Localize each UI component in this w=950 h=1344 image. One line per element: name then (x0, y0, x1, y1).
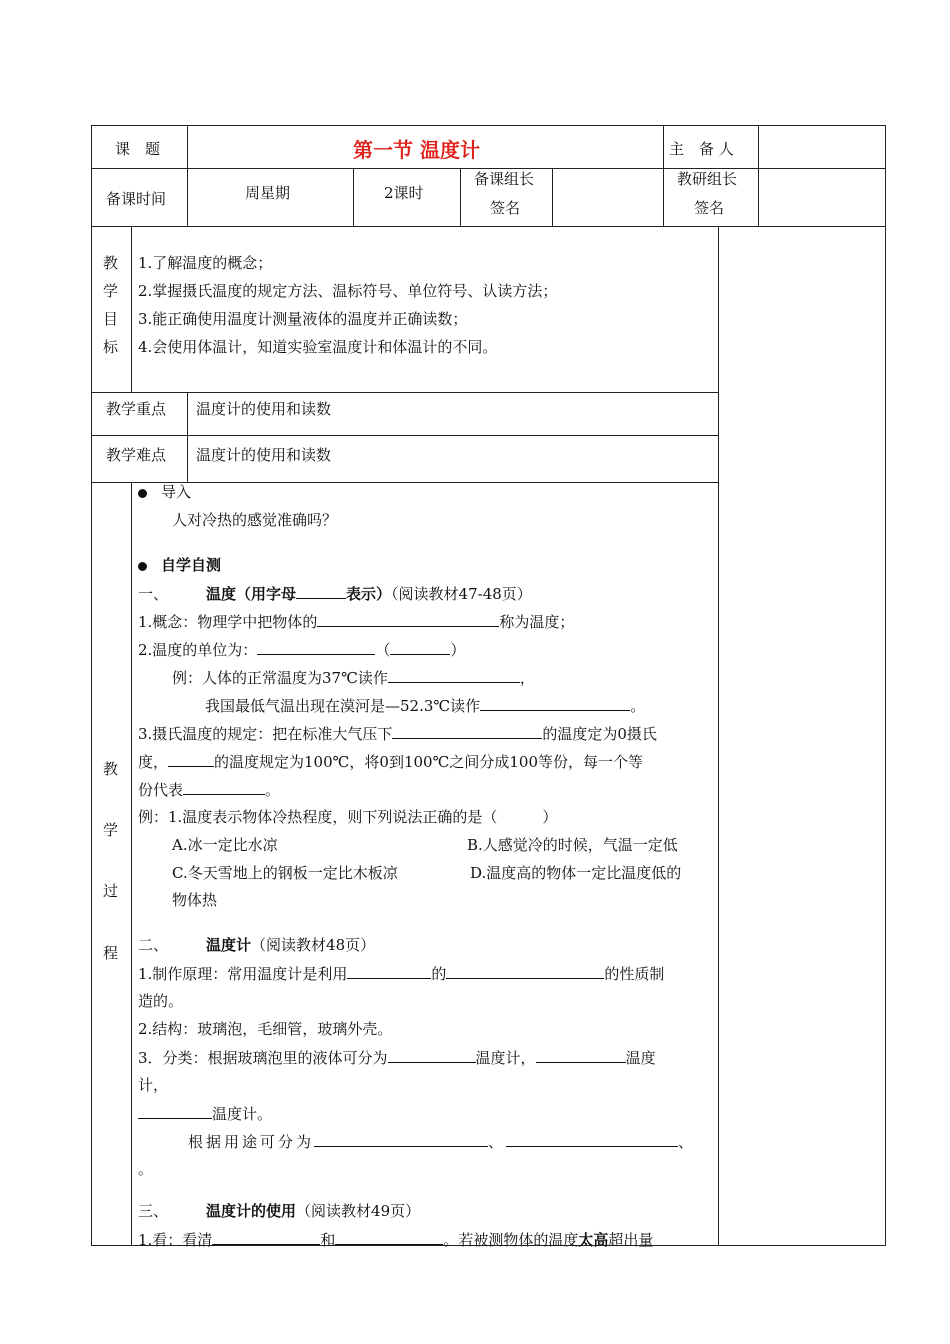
objective-item: 1.了解温度的概念； (138, 254, 273, 272)
principle-line: 1.制作原理：常用温度计是利用 的 的性质制 (138, 965, 665, 983)
process-label-char: 学 (103, 821, 119, 839)
classification-line-2: 计， (138, 1076, 169, 1094)
week-label: 周星期 (245, 184, 291, 202)
self-test-heading: 自学自测 (138, 555, 221, 575)
difficulty-label: 教学难点 (106, 446, 167, 464)
principle-line-2: 造的。 (138, 992, 184, 1010)
process-label-char: 教 (103, 760, 119, 778)
prep-time-label: 备课时间 (106, 190, 167, 208)
example-lowest-temp: 我国最低气温出现在漠河是—52.3℃读作 。 (205, 697, 646, 715)
research-leader-sign-label: 签名 (694, 199, 725, 217)
section-1-heading: 一、 温度（用字母 表示）（阅读教材47-48页） (138, 585, 532, 603)
objective-item: 2.掌握摄氏温度的规定方法、温标符号、单位符号、认读方法； (138, 282, 558, 300)
usage-classification-line: 根据用途可分为 、 、 (188, 1133, 697, 1151)
process-label-char: 过 (103, 882, 119, 900)
concept-line: 1.概念：物理学中把物体的 称为温度； (138, 613, 575, 631)
objective-item: 4.会使用体温计，知道实验室温度计和体温计的不同。 (138, 338, 498, 356)
bullet-icon (138, 562, 147, 571)
usage-classification-end: 。 (138, 1160, 154, 1178)
example-body-temp: 例：人体的正常温度为37℃读作 ， (172, 669, 535, 687)
objectives-label-char: 标 (103, 338, 119, 356)
intro-heading: 导入 (138, 482, 191, 502)
section-2-heading: 二、 温度计（阅读教材48页） (138, 936, 376, 954)
objectives-label-char: 教 (103, 254, 119, 272)
group-leader-label: 备课组长 (474, 170, 535, 188)
lesson-title: 第一节 温度计 (353, 138, 480, 162)
key-point-label: 教学重点 (106, 400, 167, 418)
option-b: B.人感觉冷的时候，气温一定低 (467, 836, 678, 854)
topic-label: 课 题 (115, 140, 161, 158)
group-leader-sign-label: 签名 (490, 199, 521, 217)
process-label-char: 程 (103, 944, 119, 962)
option-c: C.冬天雪地上的钢板一定比木板凉 (172, 864, 398, 882)
difficulty-text: 温度计的使用和读数 (196, 446, 332, 464)
preparer-label: 主 备 人 (669, 140, 734, 158)
usage-look-line: 1.看：看清 和 。若被测物体的温度太高超出量 (138, 1231, 654, 1249)
research-leader-label: 教研组长 (677, 170, 738, 188)
option-d: D.温度高的物体一定比温度低的 (470, 864, 682, 882)
objectives-label-char: 目 (103, 310, 119, 328)
structure-line: 2.结构：玻璃泡，毛细管，玻璃外壳。 (138, 1020, 393, 1038)
example-question: 例：1.温度表示物体冷热程度，则下列说法正确的是（ ） (138, 808, 558, 826)
option-d-continued: 物体热 (172, 891, 218, 909)
celsius-rule-line-1: 3.摄氏温度的规定：把在标准大气压下 的温度定为0摄氏 (138, 725, 657, 743)
objective-item: 3.能正确使用温度计测量液体的温度并正确读数； (138, 310, 468, 328)
classification-line: 3．分类：根据玻璃泡里的液体可分为 温度计， 温度 (138, 1049, 656, 1067)
key-point-text: 温度计的使用和读数 (196, 400, 332, 418)
section-3-heading: 三、 温度计的使用（阅读教材49页） (138, 1202, 421, 1220)
classification-line-3: 温度计。 (138, 1103, 272, 1124)
intro-question: 人对冷热的感觉准确吗？ (172, 511, 338, 529)
option-a: A.冰一定比水凉 (172, 836, 278, 854)
unit-line: 2.温度的单位为： （ ） (138, 641, 466, 659)
hours-label: 2课时 (384, 184, 424, 202)
objectives-label-char: 学 (103, 282, 119, 300)
celsius-rule-line-3: 份代表 。 (138, 781, 281, 799)
bullet-icon (138, 489, 147, 498)
celsius-rule-line-2: 度， 的温度规定为100℃，将0到100℃之间分成100等份，每一个等 (138, 753, 644, 771)
